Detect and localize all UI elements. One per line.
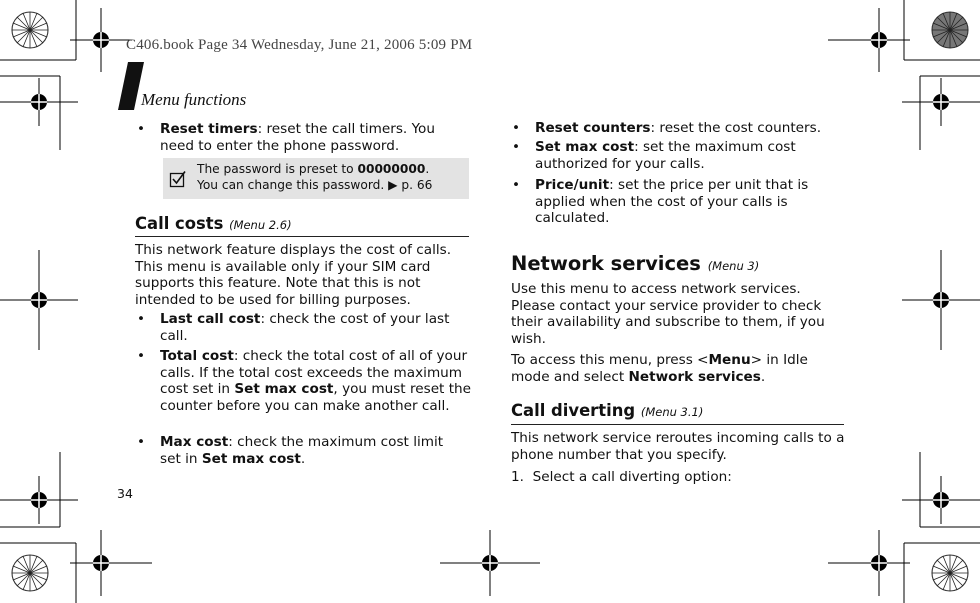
network-services-intro: Use this menu to access network services. Please contact your service provider to check their availability and subscribe to them, if you wish.: [511, 281, 825, 348]
menu-number: (Menu 2.6): [229, 218, 292, 232]
section-label: Menu functions: [141, 90, 247, 109]
desc: : reset the call timers. You need to enter the phone password.: [160, 121, 435, 154]
list-item-reset-counters: [512, 120, 847, 138]
note-line2: You can change this password.: [197, 177, 385, 192]
bullet-dot: •: [512, 177, 521, 193]
access-prefix: To access this menu, press <: [511, 352, 709, 368]
bullet-dot: •: [137, 121, 146, 137]
note-line1: The password is preset to: [197, 162, 358, 176]
list-item-max-cost: [137, 434, 472, 468]
term-ref: Set max cost: [201, 450, 301, 467]
list-item-last-call-cost: [137, 311, 472, 345]
bullet-dot: •: [512, 139, 521, 155]
term: Reset timers: [160, 121, 258, 137]
triangle-right-icon: ▶: [388, 177, 398, 192]
desc: : set the maximum cost authorized for your calls.: [535, 139, 796, 172]
menu-number: (Menu 3.1): [640, 405, 704, 419]
desc: : check the total cost of all of your calls. If the total cost exceeds the maximum cost set in: [160, 348, 468, 398]
step-1: 1. Select a call diverting option:: [511, 469, 732, 485]
menu-target: Network services: [628, 368, 761, 385]
list-item-set-max-cost: [512, 139, 847, 173]
list-item-total-cost: [137, 348, 472, 432]
heading-text: Call costs: [135, 214, 224, 233]
term: Last call cost: [160, 311, 261, 327]
heading-rule: [135, 236, 469, 237]
desc-cont: .: [300, 450, 306, 467]
access-instructions: [511, 352, 841, 385]
heading-network-services: [511, 252, 759, 275]
list-item-price-unit: [512, 177, 847, 227]
call-diverting-intro: This network service reroutes incoming calls to a phone number that you specify.: [511, 430, 845, 463]
note-period: .: [425, 162, 430, 176]
bullet-dot: •: [137, 434, 146, 450]
bullet-dot: •: [512, 120, 521, 136]
desc-cont: , you must reset the counter before you can make another call.: [160, 381, 472, 415]
desc: : set the price per unit that is applied when the cost of your calls is calculated.: [535, 177, 809, 227]
term: Total cost: [160, 348, 234, 364]
page-ref-link[interactable]: p. 66: [401, 177, 433, 192]
checkmark-note-icon: [169, 170, 187, 188]
heading-text: Call diverting: [511, 401, 636, 420]
desc: : check the cost of your last call.: [160, 311, 450, 344]
heading-text: Network services: [511, 252, 701, 275]
desc: : reset the cost counters.: [650, 120, 822, 136]
access-middle: > in Idle mode and select: [511, 352, 808, 385]
heading-call-diverting: [511, 401, 703, 420]
access-suffix: .: [760, 368, 766, 385]
bullet-dot: •: [137, 348, 146, 364]
print-header: C406.book Page 34 Wednesday, June 21, 2006 5:09 PM: [126, 37, 473, 53]
term: Set max cost: [535, 139, 635, 155]
bullet-dot: •: [137, 311, 146, 327]
heading-rule: [511, 424, 844, 425]
list-item-reset-timers: [137, 121, 472, 155]
page-number: 34: [117, 486, 133, 501]
menu-key: Menu: [708, 352, 751, 368]
term: Max cost: [160, 434, 229, 450]
heading-call-costs: [135, 214, 292, 233]
term: Reset counters: [535, 120, 651, 136]
term: Price/unit: [535, 177, 610, 193]
note-box: [163, 158, 469, 199]
call-costs-intro: This network feature displays the cost of calls. This menu is available only if your SIM card supports this feature. Note that this is not intended to be used for billing purposes.: [135, 242, 452, 309]
menu-number: (Menu 3): [707, 259, 760, 273]
note-text: [197, 162, 432, 193]
note-password: 00000000: [357, 162, 426, 176]
term-ref: Set max cost: [234, 381, 334, 398]
desc: : check the maximum cost limit set in: [160, 434, 444, 467]
